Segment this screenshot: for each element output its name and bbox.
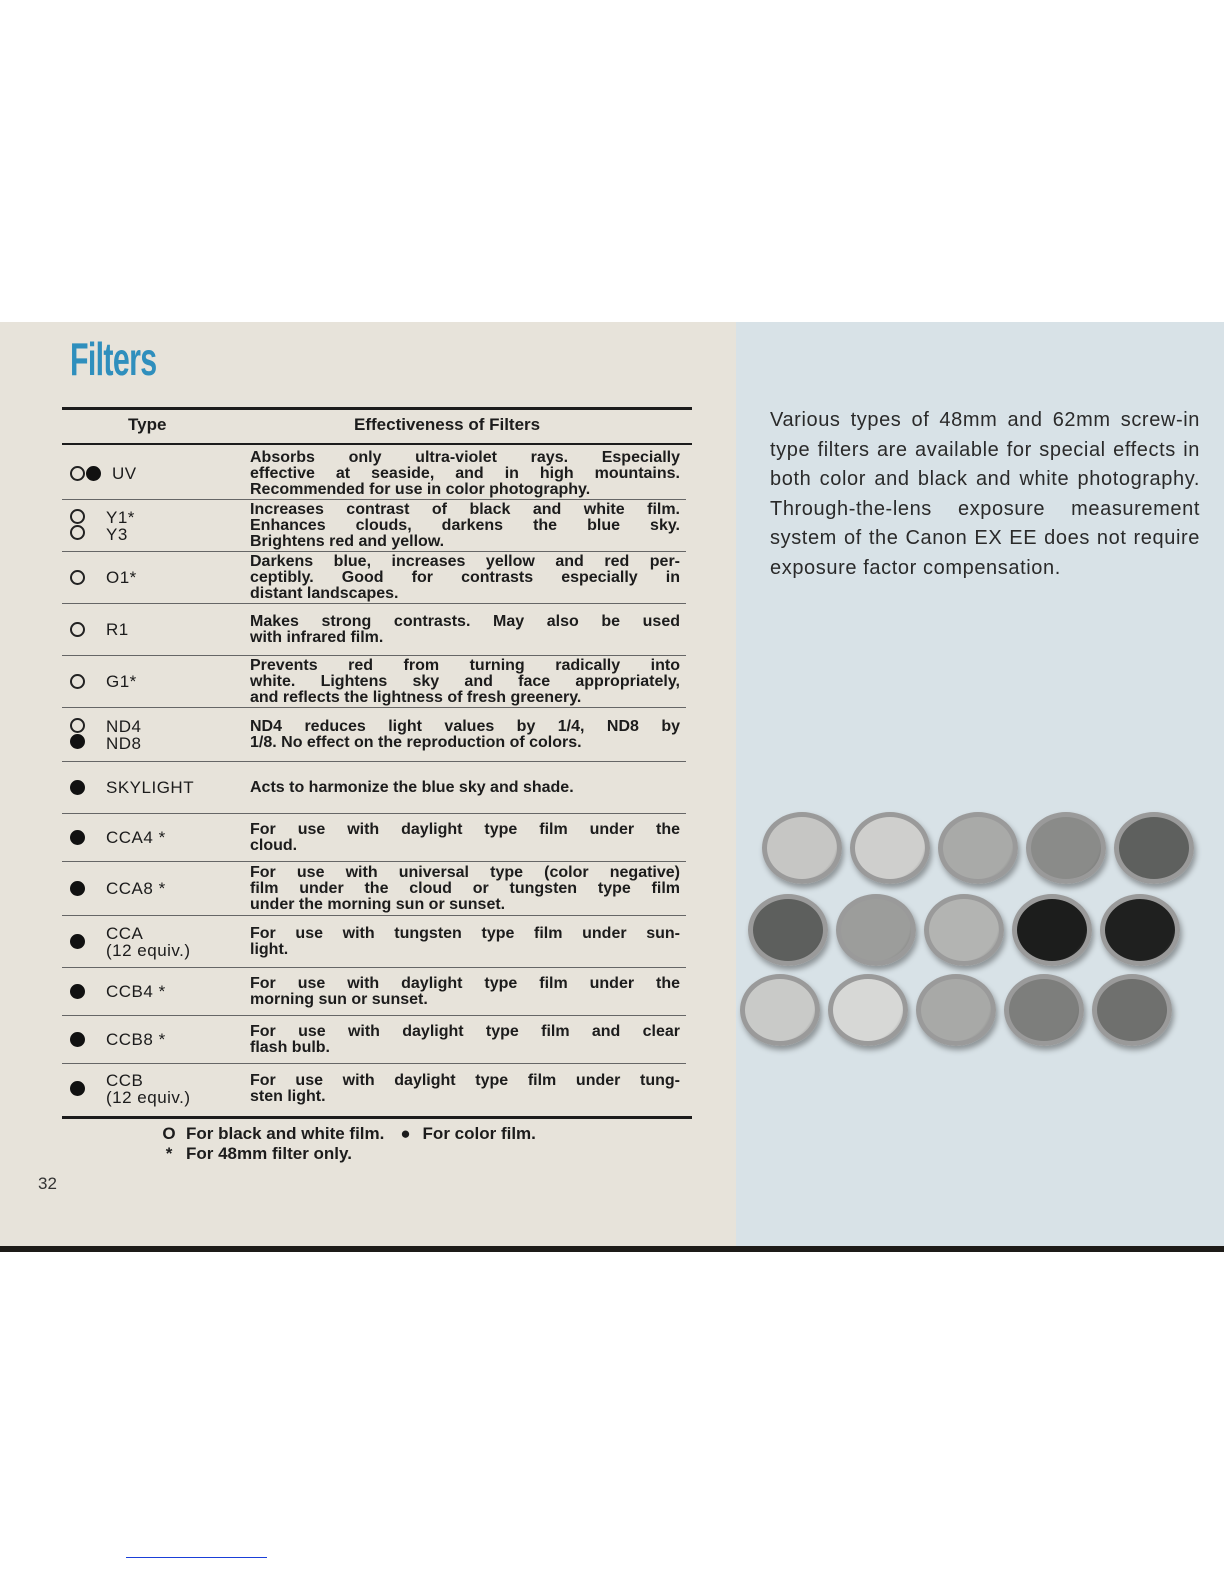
open-circle-icon	[70, 509, 85, 524]
filter-disc	[1026, 812, 1106, 884]
effectiveness-line: ND4 reduces light values by 1/4, ND8 by	[250, 718, 680, 735]
table-row	[62, 968, 692, 1016]
effectiveness-line: Prevents red from turning radically into	[250, 657, 680, 674]
filter-type-label: G1*	[106, 672, 137, 691]
table-row	[62, 604, 692, 656]
effectiveness-line: film under the cloud or tungsten type film	[250, 880, 680, 897]
effectiveness-line: distant landscapes.	[250, 585, 399, 602]
open-circle-icon: O	[162, 1124, 176, 1143]
open-circle-icon	[70, 622, 85, 637]
effectiveness-line: Brightens red and yellow.	[250, 533, 445, 550]
left-page	[0, 322, 736, 1250]
legend-bw-text: For black and white film.	[186, 1124, 385, 1143]
table-row	[62, 1064, 692, 1114]
filter-disc	[740, 974, 820, 1046]
effectiveness-line: ceptibly. Good for contrasts especially in	[250, 569, 680, 586]
effectiveness-line: white. Lightens sky and face appropriately,	[250, 673, 680, 690]
table-row	[62, 1016, 692, 1064]
filled-circle-icon: ●	[400, 1124, 411, 1143]
effectiveness-line: 1/8. No effect on the reproduction of colors.	[250, 734, 582, 751]
manual-spread	[0, 322, 1224, 1252]
effectiveness-line: and reflects the lightness of fresh greenery.	[250, 689, 582, 706]
effectiveness-line: For use with daylight type film under tung-	[250, 1072, 680, 1089]
page-bottom-edge	[0, 1246, 1224, 1252]
effectiveness-line: For use with daylight type film and clear	[250, 1023, 680, 1040]
filter-disc	[924, 894, 1004, 966]
table-row	[62, 552, 692, 604]
filter-disc	[1012, 894, 1092, 966]
filled-circle-icon	[70, 984, 85, 999]
filter-type-label: R1	[106, 620, 129, 639]
filter-disc	[938, 812, 1018, 884]
filled-circle-icon	[70, 1032, 85, 1047]
table-bottom-rule	[62, 1116, 692, 1119]
filter-type-label: Y1*	[106, 508, 135, 527]
filter-type-label: CCB8 *	[106, 1030, 166, 1049]
table-row	[62, 656, 692, 708]
legend-48mm-text: For 48mm filter only.	[186, 1144, 352, 1163]
header-rule	[62, 443, 692, 445]
column-header-effectiveness: Effectiveness of Filters	[354, 415, 541, 434]
legend-color-text: For color film.	[422, 1124, 536, 1143]
filter-type-label: CCB4 *	[106, 982, 166, 1001]
filled-circle-icon	[86, 466, 101, 481]
filled-circle-icon	[70, 934, 85, 949]
open-circle-icon	[70, 525, 85, 540]
table-row	[62, 447, 692, 500]
filter-type-label: Y3	[106, 525, 128, 544]
table-row	[62, 862, 692, 916]
column-header-type: Type	[128, 415, 167, 434]
filter-disc	[836, 894, 916, 966]
filled-circle-icon	[70, 1081, 85, 1096]
legend-line-1	[162, 1124, 536, 1144]
filter-type-label: ND4	[106, 717, 142, 736]
table-top-rule	[62, 407, 692, 410]
effectiveness-line: Absorbs only ultra-violet rays. Especially	[250, 448, 680, 466]
filled-circle-icon	[70, 881, 85, 896]
effectiveness-line: cloud.	[250, 837, 298, 854]
table-row	[62, 500, 692, 552]
filter-disc	[1100, 894, 1180, 966]
open-circle-icon	[70, 466, 85, 481]
filter-type-label: SKYLIGHT	[106, 778, 195, 797]
effectiveness-line: Acts to harmonize the blue sky and shade.	[250, 779, 574, 796]
table-row	[62, 708, 692, 762]
effectiveness-line: For use with universal type (color negative)	[250, 864, 680, 881]
filter-type-label: (12 equiv.)	[106, 1088, 191, 1107]
filter-type-label: CCA4 *	[106, 828, 166, 847]
effectiveness-line: For use with daylight type film under the	[250, 975, 680, 992]
filled-circle-icon	[70, 780, 85, 795]
effectiveness-line: Increases contrast of black and white film.	[250, 501, 680, 518]
filled-circle-icon	[70, 830, 85, 845]
filter-photo	[740, 802, 1210, 1062]
bottom-link-underline	[126, 1557, 267, 1558]
effectiveness-line: light.	[250, 941, 289, 958]
filter-type-label: CCA8 *	[106, 879, 166, 898]
open-circle-icon	[70, 570, 85, 585]
effectiveness-line: under the morning sun or sunset.	[250, 896, 506, 913]
filled-circle-icon	[70, 734, 85, 749]
effectiveness-line: Recommended for use in color photography.	[250, 480, 591, 498]
intro-paragraph: Various types of 48mm and 62mm screw-in type filters are available for special effects in both color and black and white photography. Through-the-lens exposure measurement system of the Canon EX EE does not require exposure factor compensation.	[770, 409, 1200, 579]
filter-type-label: CCA	[106, 924, 144, 943]
table-row	[62, 762, 692, 814]
effectiveness-line: Darkens blue, increases yellow and red per-	[250, 553, 680, 570]
filter-disc	[748, 894, 828, 966]
filter-type-label: CCB	[106, 1071, 144, 1090]
filter-type-label: ND8	[106, 734, 142, 753]
table-row	[62, 916, 692, 968]
filter-disc	[850, 812, 930, 884]
filter-disc	[828, 974, 908, 1046]
effectiveness-line: Enhances clouds, darkens the blue sky.	[250, 517, 680, 534]
filter-disc	[1004, 974, 1084, 1046]
effectiveness-line: with infrared film.	[250, 629, 384, 646]
effectiveness-line: For use with daylight type film under the	[250, 821, 680, 838]
legend-line-2	[162, 1144, 352, 1164]
asterisk-icon: *	[165, 1144, 173, 1163]
filter-disc	[1114, 812, 1194, 884]
filter-disc	[762, 812, 842, 884]
filter-type-label: O1*	[106, 568, 137, 587]
table-row	[62, 814, 692, 862]
page-title: Filters	[70, 333, 157, 385]
effectiveness-line: flash bulb.	[250, 1039, 330, 1056]
effectiveness-line: sten light.	[250, 1088, 326, 1105]
open-circle-icon	[70, 718, 85, 733]
filter-disc	[1092, 974, 1172, 1046]
page-number: 32	[38, 1174, 57, 1193]
open-circle-icon	[70, 674, 85, 689]
effectiveness-line: morning sun or sunset.	[250, 991, 428, 1008]
effectiveness-line: Makes strong contrasts. May also be used	[250, 613, 680, 630]
filter-type-label: UV	[112, 463, 137, 483]
effectiveness-line: effective at seaside, and in high mountains.	[250, 464, 680, 482]
filter-type-label: (12 equiv.)	[106, 941, 191, 960]
filter-disc	[916, 974, 996, 1046]
effectiveness-line: For use with tungsten type film under sun-	[250, 925, 680, 942]
